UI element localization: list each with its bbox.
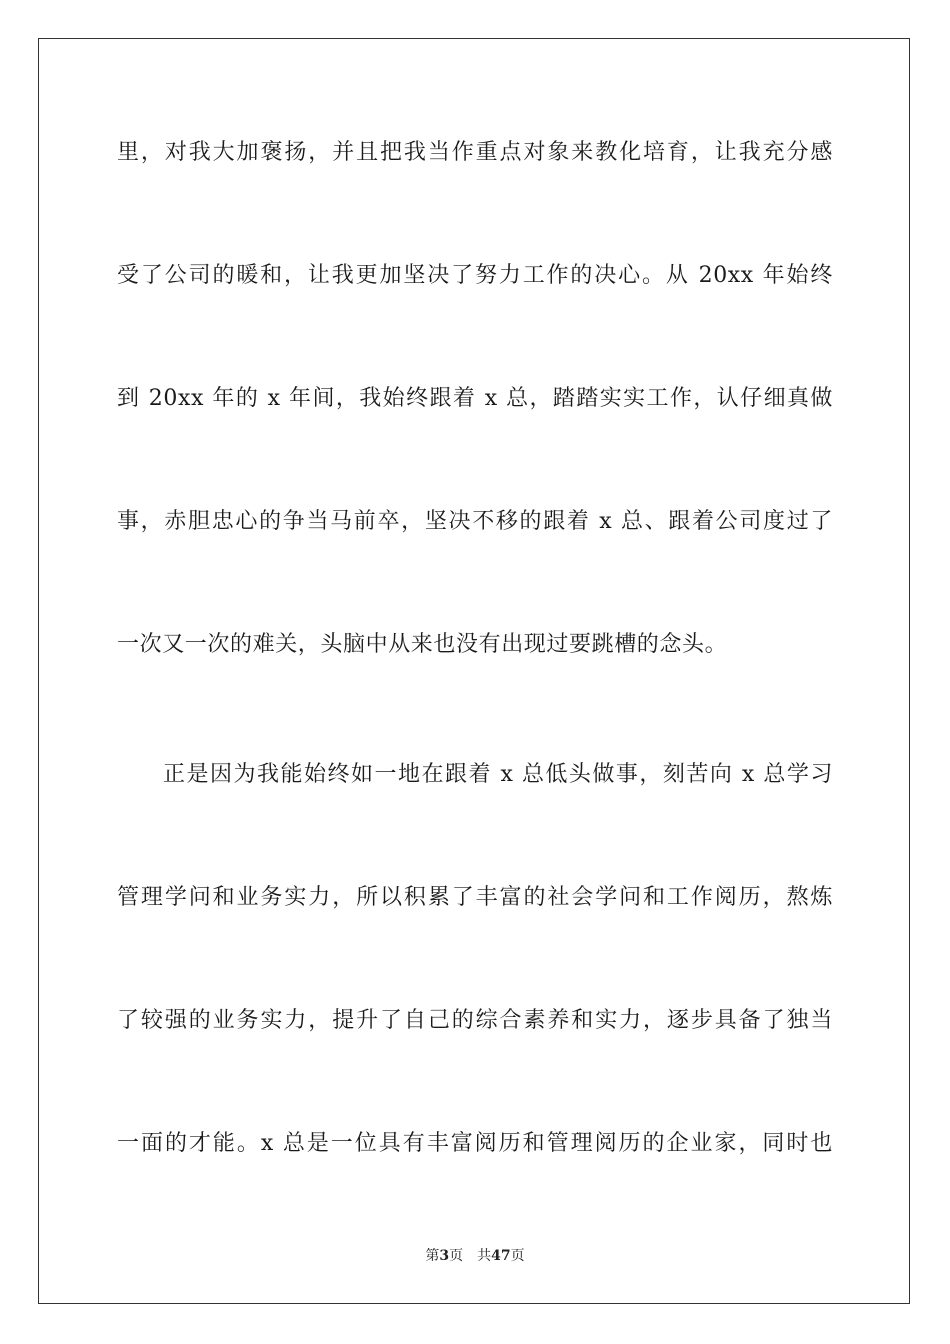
paragraph-line: 正是因为我能始终如一地在跟着 x 总低头做事，刻苦向 x 总学习 (163, 762, 833, 787)
page-suffix: 页 (449, 1248, 464, 1264)
page-total: 47 (491, 1248, 511, 1264)
page-footer (0, 1246, 950, 1266)
paragraph-line: 事，赤胆忠心的争当马前卒，坚决不移的跟着 x 总、跟着公司度过了 (117, 509, 833, 534)
total-prefix: 共 (477, 1248, 492, 1264)
page-number: 3 (439, 1248, 450, 1264)
paragraph-line: 里，对我大加褒扬，并且把我当作重点对象来教化培育，让我充分感 (117, 140, 833, 165)
paragraph-line: 受了公司的暖和，让我更加坚决了努力工作的决心。从 20xx 年始终 (117, 263, 833, 288)
paragraph-line: 管理学问和业务实力，所以积累了丰富的社会学问和工作阅历，熬炼 (117, 885, 833, 910)
paragraph-line: 一面的才能。x 总是一位具有丰富阅历和管理阅历的企业家，同时也 (117, 1131, 833, 1156)
page-prefix: 第 (425, 1248, 440, 1264)
total-suffix: 页 (510, 1248, 525, 1264)
page-border (38, 38, 910, 1304)
paragraph-line: 了较强的业务实力，提升了自己的综合素养和实力，逐步具备了独当 (117, 1008, 833, 1033)
paragraph-line: 一次又一次的难关，头脑中从来也没有出现过要跳槽的念头。 (117, 632, 728, 657)
paragraph-line: 到 20xx 年的 x 年间，我始终跟着 x 总，踏踏实实工作，认仔细真做 (117, 386, 833, 411)
